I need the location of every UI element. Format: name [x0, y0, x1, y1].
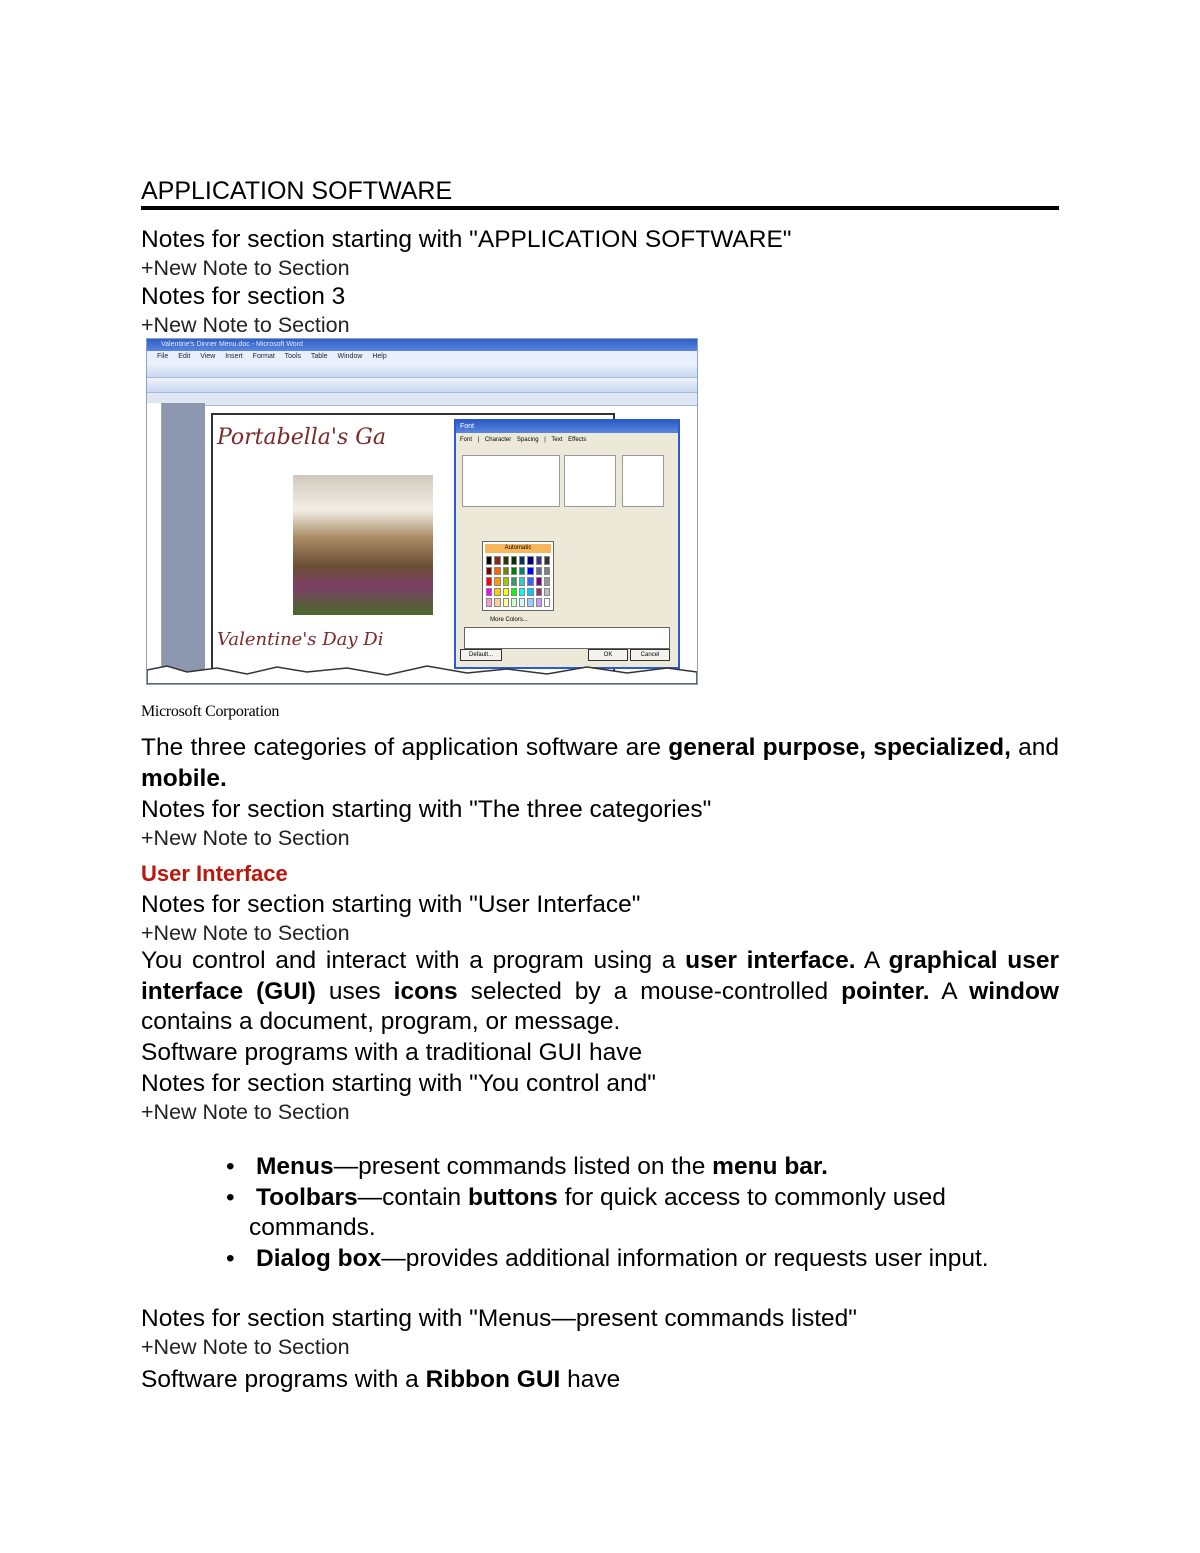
color-swatch	[536, 577, 542, 586]
color-swatch	[494, 598, 500, 607]
paragraph-ribbon: Software programs with a Ribbon GUI have	[141, 1366, 621, 1393]
list-item: • Menus—present commands listed on the menu bar.	[226, 1153, 828, 1180]
color-swatch	[536, 598, 542, 607]
tab-text-effects: Text Effects	[551, 437, 587, 443]
formatting-toolbar	[147, 378, 697, 393]
section-notes-title: Notes for section starting with "APPLICATION SOFTWARE"	[141, 226, 792, 253]
color-swatch	[486, 598, 492, 607]
menu-bar: File Edit View Insert Format Tools Table Window Help	[147, 351, 697, 363]
color-swatch	[536, 556, 542, 565]
patio-photo	[293, 475, 433, 615]
color-swatch	[486, 556, 492, 565]
doc-subtitle: Valentine's Day Di	[217, 629, 384, 650]
color-swatch	[486, 588, 492, 597]
color-swatch	[544, 588, 550, 597]
color-swatch	[544, 556, 550, 565]
more-colors-label: More Colors...	[490, 617, 528, 623]
vertical-ruler	[147, 403, 162, 684]
torn-edge	[147, 662, 697, 684]
standard-toolbar	[147, 363, 697, 378]
color-swatch	[544, 598, 550, 607]
color-swatch	[494, 556, 500, 565]
color-swatch	[503, 588, 509, 597]
section-notes-title: Notes for section starting with "Menus—present commands listed"	[141, 1305, 857, 1332]
color-swatch	[511, 577, 517, 586]
section-notes-title: Notes for section 3	[141, 283, 346, 310]
color-swatch	[494, 577, 500, 586]
color-swatch	[494, 567, 500, 576]
color-swatch	[527, 577, 533, 586]
new-note-link[interactable]: +New Note to Section	[141, 313, 350, 337]
section-notes-title: Notes for section starting with "The three categories"	[141, 796, 712, 823]
color-swatch	[536, 567, 542, 576]
window-title: Valentine's Dinner Menu.doc - Microsoft Word	[147, 339, 697, 351]
color-palette: Automatic	[482, 541, 554, 611]
color-swatch	[503, 567, 509, 576]
new-note-link[interactable]: +New Note to Section	[141, 256, 350, 280]
color-swatch	[511, 556, 517, 565]
color-swatch	[519, 588, 525, 597]
dialog-title: Font	[456, 421, 678, 433]
color-swatch	[494, 588, 500, 597]
ruler	[147, 393, 697, 406]
color-swatch	[536, 588, 542, 597]
doc-title: Portabella's Ga	[217, 425, 386, 450]
figure-credit: Microsoft Corporation	[141, 703, 280, 720]
section-heading: APPLICATION SOFTWARE	[141, 177, 453, 205]
color-swatch	[486, 567, 492, 576]
tab-character-spacing: Character Spacing	[484, 437, 539, 443]
color-swatch	[527, 556, 533, 565]
color-swatch	[527, 598, 533, 607]
color-swatch	[503, 556, 509, 565]
list-item: • Dialog box—provides additional information or requests user input.	[226, 1244, 989, 1272]
color-swatch	[519, 577, 525, 586]
color-swatch	[544, 577, 550, 586]
new-note-link[interactable]: +New Note to Section	[141, 921, 350, 945]
color-swatch	[527, 567, 533, 576]
color-swatch	[486, 577, 492, 586]
new-note-link[interactable]: +New Note to Section	[141, 1335, 350, 1359]
list-item: • Toolbars—contain buttons for quick access to commonly used commands.	[226, 1183, 946, 1241]
color-swatch	[503, 598, 509, 607]
font-dialog: Font Font | Character Spacing | Text Effects Automatic More Colors... Default... OK Cancel	[454, 419, 680, 669]
color-swatch	[519, 567, 525, 576]
subsection-heading: User Interface	[141, 861, 288, 886]
word-screenshot-figure	[146, 338, 698, 685]
section-notes-title: Notes for section starting with "User Interface"	[141, 891, 641, 918]
paragraph-user-interface: You control and interact with a program using a user interface. A graphical user interface (GUI) uses icons selected by a mouse-controlled pointer. A window contains a document, program, or message. Software programs with a traditional GUI have	[141, 947, 1059, 1066]
section-notes-title: Notes for section starting with "You control and"	[141, 1070, 656, 1097]
tab-font: Font	[460, 437, 473, 443]
color-swatch	[519, 556, 525, 565]
color-swatch	[503, 577, 509, 586]
new-note-link[interactable]: +New Note to Section	[141, 1100, 350, 1124]
paragraph-categories: The three categories of application software are general purpose, specialized, and mobile.	[141, 734, 1059, 792]
color-swatch	[544, 567, 550, 576]
color-swatch	[511, 598, 517, 607]
heading-rule	[141, 206, 1059, 210]
color-swatch	[527, 588, 533, 597]
color-swatch	[511, 588, 517, 597]
gui-bullet-list	[226, 1152, 1059, 1274]
color-swatch	[511, 567, 517, 576]
color-swatch	[519, 598, 525, 607]
new-note-link[interactable]: +New Note to Section	[141, 826, 350, 850]
